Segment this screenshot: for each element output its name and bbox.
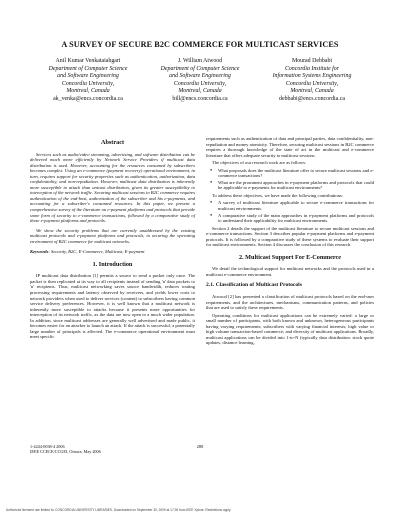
- contributions-intro: To address these objectives, we have made the following contributions:: [212, 192, 344, 198]
- author-department: and Software Engineering: [169, 73, 231, 80]
- contributions-list: [206, 200, 374, 223]
- list-item: ● A survey of multicast literature applicable to secure e-commerce transactions for multicast environments.: [218, 200, 374, 211]
- author-email: ak_venka@encs.concordia.ca: [53, 95, 123, 102]
- keywords: [30, 249, 195, 255]
- author-department: Department of Computer Science: [48, 65, 128, 72]
- body-paragraph: Operating conditions for multicast applications can be extremely varied: a large or small number of participants, with both known and unknown, heterogeneous participants having varying requirements; subscribers with varying financial interests; high value or high volume transaction-based commerce; and diversity of multicast applications. Broadly, multicast applications can be divided into 1-to-N (typically data distribution: stock quote updates, distance learning,: [206, 312, 374, 346]
- author-email: bill@encs.concordia.ca: [172, 95, 228, 102]
- author-name: J. William Atwood: [177, 58, 223, 64]
- section-heading-multicast-support: 2. Multicast Support For E-Commerce: [238, 253, 342, 261]
- subsection-text: [206, 294, 374, 346]
- author-department: and Software Engineering: [57, 73, 119, 80]
- author-1: [26, 58, 150, 104]
- author-city: Montreal, Canada: [290, 88, 334, 95]
- abstract-heading: Abstract: [100, 139, 125, 146]
- author-block: [0, 58, 400, 120]
- author-3: [250, 58, 374, 104]
- keywords-list: : Security, B2C, E-Commerce, Multicast, E-payment: [48, 249, 145, 255]
- list-item: ● A comparative study of the main approaches in e-payment platforms and protocols to understand their applicability for multicast environments.: [218, 213, 374, 224]
- author-department: Concordia Institute for: [284, 65, 340, 72]
- author-university: Concordia University,: [173, 80, 227, 87]
- author-department: Information Systems Engineering: [272, 73, 352, 80]
- abstract-paragraph: We show the security problems that are currently unaddressed by the existing multicast protocols and e-payment platforms and protocols, in securing the operating environment of B2C commerce for multicast networks.: [30, 227, 195, 244]
- body-paragraph: IP multicast data distribution [1] permits a source to send a packet only once. The packet is then replicated at its way to all recipients instead of sending 'n' data packets to 'n' recipients. Thus, multicast networking saves source bandwidth, reduces routing processing requirements and latency observed by receivers, and yields lower costs to network providers when used to deliver services (content) to subscribers having common service delivery preferences. However, it is well known that a multicast network is inherently more susceptible to attacks because it presents more opportunities for interception of its network traffic, as the data are now open to a much wider population. In addition, since multicast addresses are generally well advertised and made public, it becomes easier for an attacker to launch an attack. If the attack is successful, a potentially large number of principals is affected. The e-commerce operational environment must meet specific: [30, 273, 195, 340]
- right-body-text: [206, 136, 374, 248]
- page-number: 288: [196, 444, 204, 449]
- footer-isbn: 1-4244-0038-4 2006: [30, 444, 65, 449]
- subsection-heading-classification: 2.1. Classification of Multicast Protocols: [206, 282, 302, 289]
- objectives-list: [206, 168, 374, 191]
- author-university: Concordia University,: [61, 80, 115, 87]
- author-name: Mourad Debbabi: [291, 58, 333, 64]
- author-department: Department of Computer Science: [160, 65, 240, 72]
- author-university: Concordia University,: [285, 80, 339, 87]
- abstract-text: [30, 152, 195, 245]
- objectives-intro: The objectives of our research work are as follows:: [212, 160, 307, 166]
- body-paragraph: requirements such as authentication of data and principal parties, data confidentiality, non-repudiation and money atomicity. Therefore, securing multicast sessions in B2C commerce requires a thorough knowledge of the state of art in the multicast and e-commerce literature that offers adequate security to multicast sessions.: [206, 136, 374, 158]
- license-notice: Authorized licensed use limited to: CONCORDIA UNIVERSITY LIBRARIES. Downloaded on September 30, 2009 at 17:26 from IEEE Xplore. Restrictions apply.: [6, 508, 232, 512]
- section2-text: [206, 266, 374, 277]
- author-email: debbabi@encs.concordia.ca: [279, 95, 345, 102]
- body-paragraph: Section 2 details the support of the multicast literature to secure multicast sessions and e-commerce transactions. Section 3 describes popular e-payment platforms and e-payment protocols. It is followed by a comparative study of these systems to evaluate their support for multicast environments. Section 4 discusses the conclusion of this research.: [206, 225, 374, 248]
- body-paragraph: We detail the technological support for multicast networks and the protocols used in a multicast e-commerce environment.: [206, 266, 374, 277]
- author-city: Montreal, Canada: [178, 88, 222, 95]
- paper-title: A SURVEY OF SECURE B2C COMMERCE FOR MULTICAST SERVICES: [61, 40, 339, 49]
- list-item: ● What are the prominent approaches in e-payment platforms and protocols that could be applicable to e-payments for multicast environments?: [218, 180, 374, 191]
- left-column: [30, 136, 195, 342]
- section-heading-introduction: 1. Introduction: [92, 260, 133, 268]
- abstract-paragraph: Services such as audio/video streaming, advertising, and software distribution can be delivered much more efficiently by Network Service Providers if multicast data distribution is used. However, accounting for the resources consumed by subscribers becomes complex. Using an e-commerce (payment recovery) operational environment, in turn, requires support for security properties such as authentication, authorization, data confidentiality, and non-repudiation. However, multicast data distribution is inherently more susceptible to attack than unicast distribution, given its greater susceptibility to interception of the network traffic. Securing multicast sessions in B2C commerce requires authentication of the end-host, authorization of the subscriber and his e-payments, and accounting for a subscriber's consumed resources. In this paper, we present a comprehensive survey of the literature on e-payment platforms and protocols that provide some form of security to e-commerce transactions, followed by a comparative study of these e-payment platforms and protocols.: [30, 151, 195, 224]
- author-name: Anil Kumar Venkataiahgari: [55, 58, 121, 64]
- footer-conference: IEEE CCECE/CCGEI, Ottawa, May 2006: [30, 449, 101, 455]
- introduction-text: [30, 273, 195, 340]
- author-2: [138, 58, 262, 104]
- list-item: ● What proposals does the multicast literature offer to secure multicast sessions and e-commerce transactions?: [218, 168, 374, 179]
- keywords-label: Keywords: [30, 249, 49, 255]
- author-city: Montreal, Canada: [66, 88, 110, 95]
- right-column: [206, 136, 374, 348]
- body-paragraph: Atwood [2] has presented a classification of multicast protocols based on the end-user requirements, and the architectures, mechanisms, communication patterns, and policies that are used to satisfy these requirements.: [206, 294, 374, 311]
